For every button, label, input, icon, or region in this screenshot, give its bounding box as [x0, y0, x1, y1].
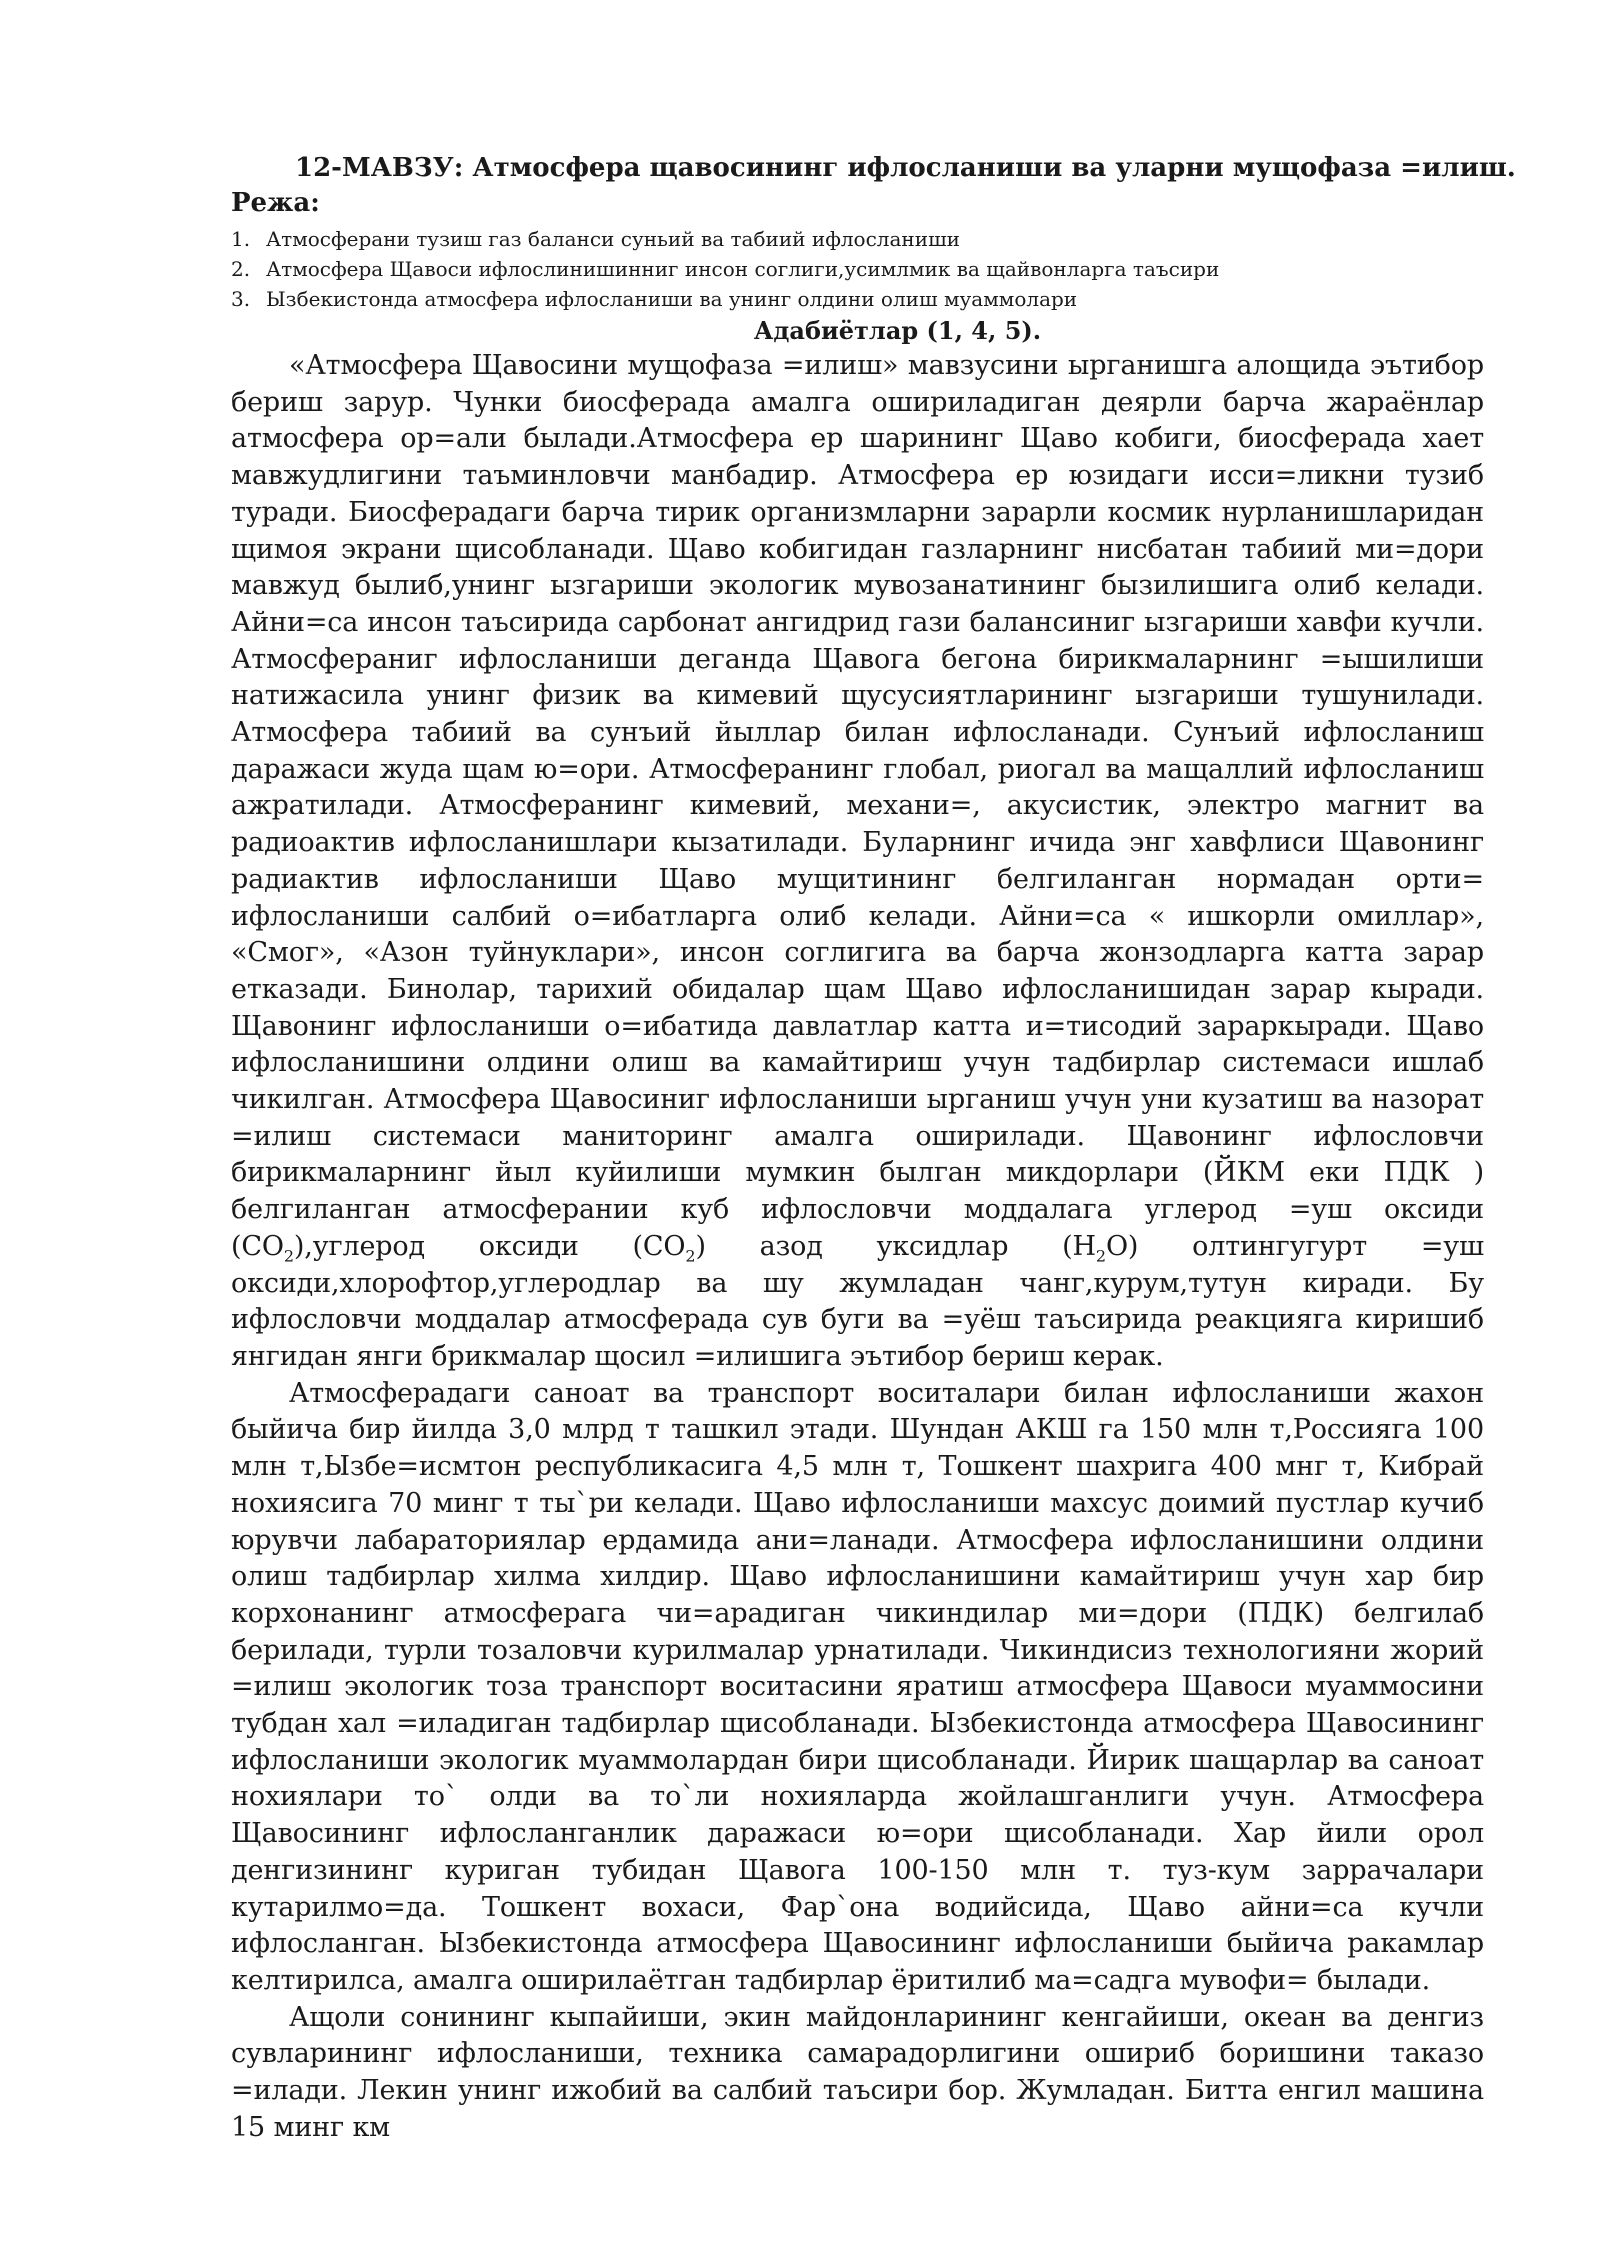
subscript: 2	[685, 1246, 696, 1266]
body-paragraph: Ащоли сонининг кыпайиши, экин майдонларининг кенгайиши, океан ва денгиз сувларининг ифлосланиши, техника самарадорлигини ошириб боришини таказо =илади. Лекин унинг ижобий ва салбий таъсири бор. Жумладан. Битта енгил машина 15 минг км	[231, 2001, 1484, 2143]
document-page	[231, 150, 1516, 2146]
plan-item-number: 1.	[231, 227, 251, 251]
paragraph-text: «Атмосфера Щавосини мущофаза =илиш» мавзусини ырганишга алощида эътибор бериш зарур. Чунки биосферада амалга ошириладиган деярли барча жараёнлар атмосфера ор=али былади.Атмосфера ер шарининг Щаво кобиги, биосферада хает мавжудлигини таъминловчи манбадир. Атмосфера ер юзидаги исси=ликни тузиб туради. Биосферадаги барча тирик организмларни зарарли космик нурланишларидан щимоя экрани щисобланади. Щаво кобигидан газларнинг нисбатан табиий ми=дори мавжуд былиб,унинг ызгариши экологик мувозанатининг бызилишига олиб келади. Айни=са инсон таъсирида сарбонат ангидрид гази балансиниг ызгариши хавфи кучли. Атмосфераниг ифлосланиши деганда Щавога бегона бирикмаларнинг =ышилиши натижасила унинг физик ва кимевий щусусиятларининг ызгариши тушунилади. Атмосфера табиий ва сунъий йыллар билан ифлосланади. Сунъий ифлосланиш даражаси жуда щам ю=ори. Атмосферанинг глобал, риогал ва мащаллий ифлосланиш ажратилади. Атмосферанинг кимевий, механи=, акусистик, электро магнит ва радиоактив ифлосланишлари кызатилади. Буларнинг ичида энг хавфлиси Щавонинг радиактив ифлосланиши Щаво мущитининг белгиланган нормадан орти= ифлосланиши салбий о=ибатларга олиб келади. Айни=са « ишкорли омиллар», «Смог», «Азон туйнуклари», инсон соглигига ва барча жонзодларга катта зарар етказади. Бинолар, тарихий обидалар щам Щаво ифлосланишидан зарар кыради. Щавонинг ифлосланиши о=ибатида давлатлар катта и=тисодий зараркыради. Щаво ифлосланишини олдини олиш ва камайтириш учун тадбирлар системаси ишлаб чикилган. Атмосфера Щавосиниг ифлосланиши ырганиш учун уни кузатиш ва назорат =илиш системаси маниторинг амалга оширилади. Щавонинг ифлословчи бирикмаларнинг йыл куйилиши мумкин былган микдорлари (ЙКМ еки ПДК ) белгиланган атмосферании куб ифлословчи моддалага углерод =уш оксиди (СО	[231, 350, 1484, 1262]
plan-item-text: Атмосфера Щавоси ифлослинишинниг инсон соглиги,усимлмик ва щайвонларга таъсири	[266, 257, 1220, 281]
subscript: 2	[1095, 1246, 1106, 1266]
body-paragraph	[231, 348, 1484, 1376]
plan-item-text: Ызбекистонда атмосфера ифлосланиши ва унинг олдини олиш муаммолари	[266, 287, 1078, 311]
subscript: 2	[283, 1246, 294, 1266]
plan-item	[231, 224, 1484, 254]
plan-heading: Режа:	[231, 188, 320, 218]
body-paragraph: Атмосферадаги саноат ва транспорт воситалари билан ифлосланиши жахон быйича бир йилда 3,0 млрд т ташкил этади. Шундан АКШ га 150 млн т,Россияга 100 млн т,Ызбе=исмтон республикасига 4,5 млн т, Тошкент шахрига 400 мнг т, Кибрай нохиясига 70 минг т ты`ри келади. Щаво ифлосланиши махсус доимий пустлар кучиб юрувчи лабараториялар ердамида ани=ланади. Атмосфера ифлосланишини олдини олиш тадбирлар хилма хилдир. Щаво ифлосланишини камайтириш учун хар бир корхонанинг атмосферага чи=арадиган чикиндилар ми=дори (ПДК) белгилаб берилади, турли тозаловчи курилмалар урнатилади. Чикиндисиз технологияни жорий =илиш экологик тоза транспорт воситасини яратиш атмосфера Щавоси муаммосини тубдан хал =иладиган тадбирлар щисобланади. Ызбекистонда атмосфера Щавосининг ифлосланиши экологик муаммолардан бири щисобланади. Йирик шащарлар ва саноат нохиялари то` олди ва то`ли нохияларда жойлашганлиги учун. Атмосфера Щавосининг ифлосланганлик даражаси ю=ори щисобланади. Хар йили орол денгизининг куриган тубидан Щавога 100-150 млн т. туз-кум заррачалари кутарилмо=да. Тошкент вохаси, Фар`она водийсида, Щаво айни=са кучли ифлосланган. Ызбекистонда атмосфера Щавосининг ифлосланиши быйича ракамлар келтирилса, амалга оширилаётган тадбирлар ёритилиб ма=садга мувофи= былади.	[231, 1377, 1484, 1996]
paragraph-text: ) азод уксидлар (Н	[695, 1230, 1096, 1262]
references-line: Адабиётлар (1, 4, 5).	[753, 316, 1042, 345]
plan-item-number: 2.	[231, 257, 251, 281]
plan-item-number: 3.	[231, 287, 251, 311]
document-title: 12-МАВЗУ: Атмосфера щавосининг ифлосланиши ва уларни мущофаза =илиш.	[295, 153, 1516, 183]
paragraph-text: ),углерод оксиди (СО	[293, 1230, 686, 1262]
plan-item	[231, 254, 1484, 284]
plan-list	[231, 224, 1484, 314]
paragraph-text: О) олтингугурт =уш оксиди,хлорофтор,углеродлар ва шу жумладан чанг,курум,тутун киради. Бу ифлословчи моддалар атмосферада сув буги ва =уёш таъсирида реакцияга киришиб янгидан янги брикмалар щосил =илишига эътибор бериш керак.	[231, 1230, 1484, 1372]
plan-item	[231, 284, 1484, 314]
plan-item-text: Атмосферани тузиш газ баланси суньий ва табиий ифлосланиши	[266, 227, 961, 251]
